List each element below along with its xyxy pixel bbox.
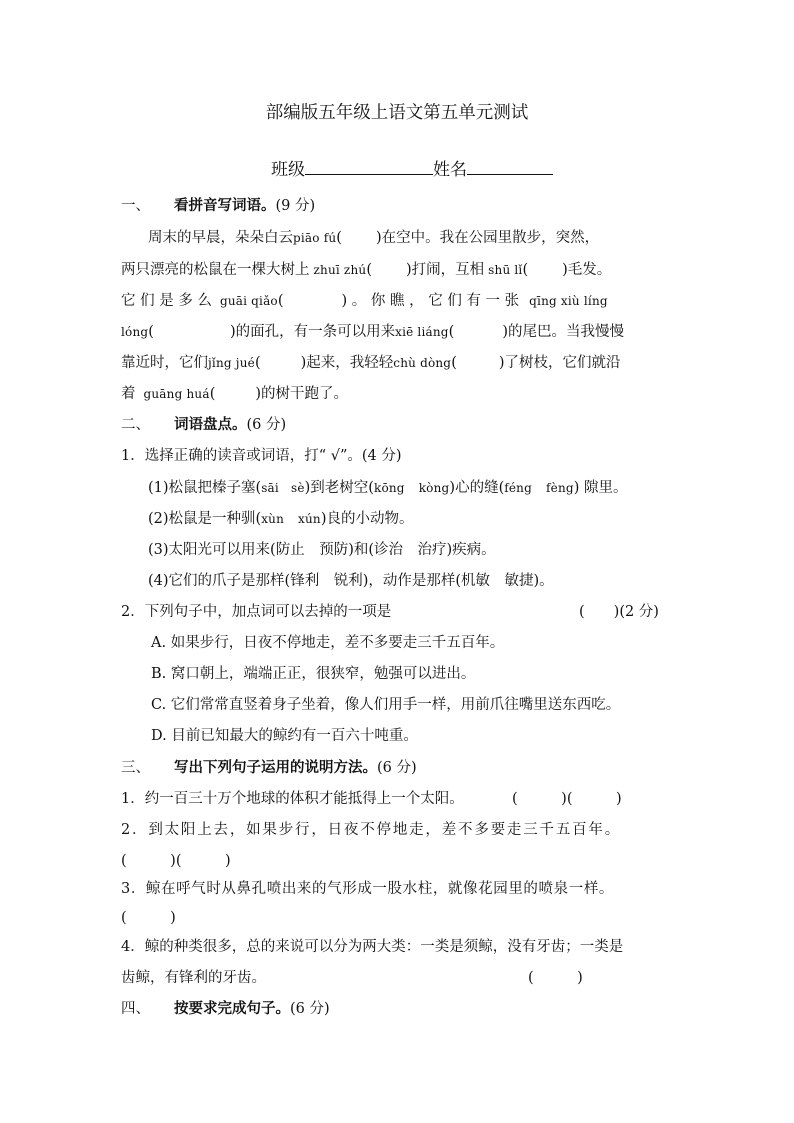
text: )到老树空( [304, 480, 374, 496]
s2-q1-item-1 [148, 478, 628, 498]
section-number: 二、 [121, 417, 150, 433]
text: )的尾巴。当我慢慢 [502, 324, 624, 340]
text: 靠近时，它们 [121, 355, 208, 371]
s3-question-1: 1．约一百三十万个地球的体积才能抵得上一个太阳。 [121, 791, 464, 807]
text: )了树枝，它们就沿 [498, 355, 621, 371]
name-blank[interactable] [467, 158, 553, 175]
blank-open[interactable]: ( [522, 262, 529, 278]
s2-q2-option-c: C. 它们常常直竖着身子坐着，像人们用手一样，用前爪往嘴里送东西吃。 [151, 697, 621, 713]
s2-question-2: 2．下列句子中，加点词可以去掉的一项是 [121, 604, 392, 620]
blank-open[interactable]: ( [451, 355, 457, 371]
text: ) 。 你 瞧 ， 它 们 有 一 张 [341, 293, 520, 309]
text: (1)松鼠把榛子塞( [148, 480, 262, 496]
pinyin: jǐng jué [208, 356, 255, 370]
section-2-heading [121, 415, 286, 435]
blank-open[interactable]: ( [254, 355, 261, 371]
class-label: 班级 [271, 160, 305, 180]
s2-q1-item-3: (3)太阳光可以用来(防止 预防)和(诊治 治疗)疾病。 [148, 542, 496, 558]
s2-q2-option-d: D. 目前已知最大的鲸约有一百六十吨重。 [151, 728, 418, 744]
s1-line-4 [121, 322, 624, 342]
pinyin: shū lǐ [488, 263, 523, 277]
s3-question-4: 4．鲸的种类很多，总的来说可以分为两大类：一类是须鲸，没有牙齿；一类是 [121, 939, 624, 955]
text: )心的缝( [449, 480, 505, 496]
pinyin: xiē liáng [395, 325, 449, 339]
text: )起来，我轻轻 [300, 355, 394, 371]
section-number: 三、 [121, 760, 150, 776]
pinyin: chù dòng [393, 356, 452, 370]
text: )打闹，互相 [405, 262, 485, 278]
class-name-line [271, 158, 553, 180]
pinyin: qīng xiù líng [529, 294, 608, 308]
section-title: 看拼音写词语。 [174, 197, 276, 214]
blank-open[interactable]: ( [148, 324, 154, 340]
s3-question-2: 2．到太阳上去，如果步行，日夜不停地走，差不多要走三千五百年。 [121, 822, 622, 838]
blank-open[interactable]: ( [277, 293, 284, 309]
section-3-heading [121, 758, 417, 778]
text: )的面孔，有一条可以用来 [229, 324, 396, 340]
s1-line-5 [121, 353, 621, 373]
s1-line-1 [148, 228, 599, 248]
s2-q2-option-b: B. 窝口朝上，端端正正，很狭窄，勉强可以进出。 [151, 666, 476, 682]
s1-line-6 [121, 384, 348, 404]
section-4-heading [121, 999, 330, 1019]
s2-q1-item-4: (4)它们的爪子是那样(锋利 锐利)，动作是那样(机敏 敏捷)。 [148, 573, 554, 589]
text: )良的小动物。 [320, 511, 414, 527]
s3-question-3: 3．鲸在呼气时从鼻孔喷出来的气形成一股水柱，就像花园里的喷泉一样。 [121, 881, 615, 897]
section-score: (6 分) [246, 417, 287, 433]
option[interactable]: kōng [373, 481, 405, 495]
s3-q3-answer-blank[interactable]: ( ) [121, 910, 176, 926]
text: )的树干跑了。 [255, 386, 349, 402]
s3-question-4-cont: 齿鲸，有锋利的牙齿。 [121, 970, 266, 986]
option[interactable]: sāi [261, 481, 279, 495]
s3-q1-answer-blank[interactable]: ( )( ) [512, 791, 622, 807]
section-title: 写出下列句子运用的说明方法。 [174, 759, 377, 776]
pinyin: zhuī zhú [313, 263, 367, 277]
s3-q2-answer-blank[interactable]: ( )( ) [121, 853, 231, 869]
option[interactable]: xún [298, 512, 321, 526]
option[interactable]: kòng [418, 481, 450, 495]
option[interactable]: féng [504, 481, 532, 495]
s2-question-1: 1．选择正确的读音或词语，打“ √”。(4 分) [121, 448, 402, 464]
pinyin: piāo fú [293, 231, 337, 245]
pinyin: guāng huá [143, 387, 210, 401]
name-label: 姓名 [433, 160, 467, 180]
text: 周末的早晨，朵朵白云 [148, 230, 293, 246]
text: 它 们 是 多 么 [121, 293, 212, 309]
option[interactable]: fèng [546, 481, 574, 495]
section-number: 四、 [121, 1001, 150, 1017]
pinyin: lóng [121, 325, 149, 339]
section-title: 按要求完成句子。 [174, 1000, 290, 1017]
section-number: 一、 [121, 198, 150, 214]
text: (2)松鼠是一种驯( [148, 511, 262, 527]
page-title: 部编版五年级上语文第五单元测试 [265, 103, 529, 123]
class-blank[interactable] [305, 158, 433, 175]
s2-q1-item-2 [148, 509, 414, 529]
s2-q2-option-a: A. 如果步行，日夜不停地走，差不多要走三千五百年。 [151, 635, 505, 651]
text: 两只漂亮的松鼠在一棵大树上 [121, 262, 310, 278]
text: 着 [121, 386, 136, 402]
section-1-heading [121, 196, 315, 216]
blank-open[interactable]: ( [209, 386, 216, 402]
section-score: (6 分) [377, 760, 417, 776]
text: ) 隙里。 [573, 480, 628, 496]
option[interactable]: sè [290, 481, 305, 495]
text: )在空中。我在公园里散步，突然， [375, 230, 600, 246]
blank-open[interactable]: ( [448, 324, 455, 340]
text: )毛发。 [562, 262, 612, 278]
s1-line-2 [121, 260, 611, 280]
blank-open[interactable]: ( [366, 262, 372, 278]
s1-line-3 [121, 291, 608, 311]
section-score: (6 分) [290, 1001, 330, 1017]
section-title: 词语盘点。 [174, 416, 247, 433]
s3-q4-answer-blank[interactable]: ( ) [528, 970, 583, 986]
pinyin: guāi qiǎo [219, 294, 278, 308]
s2-q2-answer-blank[interactable]: ( )(2 分) [579, 604, 659, 620]
option[interactable]: xùn [261, 512, 285, 526]
section-score: (9 分) [275, 198, 316, 214]
blank-open[interactable]: ( [336, 230, 342, 246]
